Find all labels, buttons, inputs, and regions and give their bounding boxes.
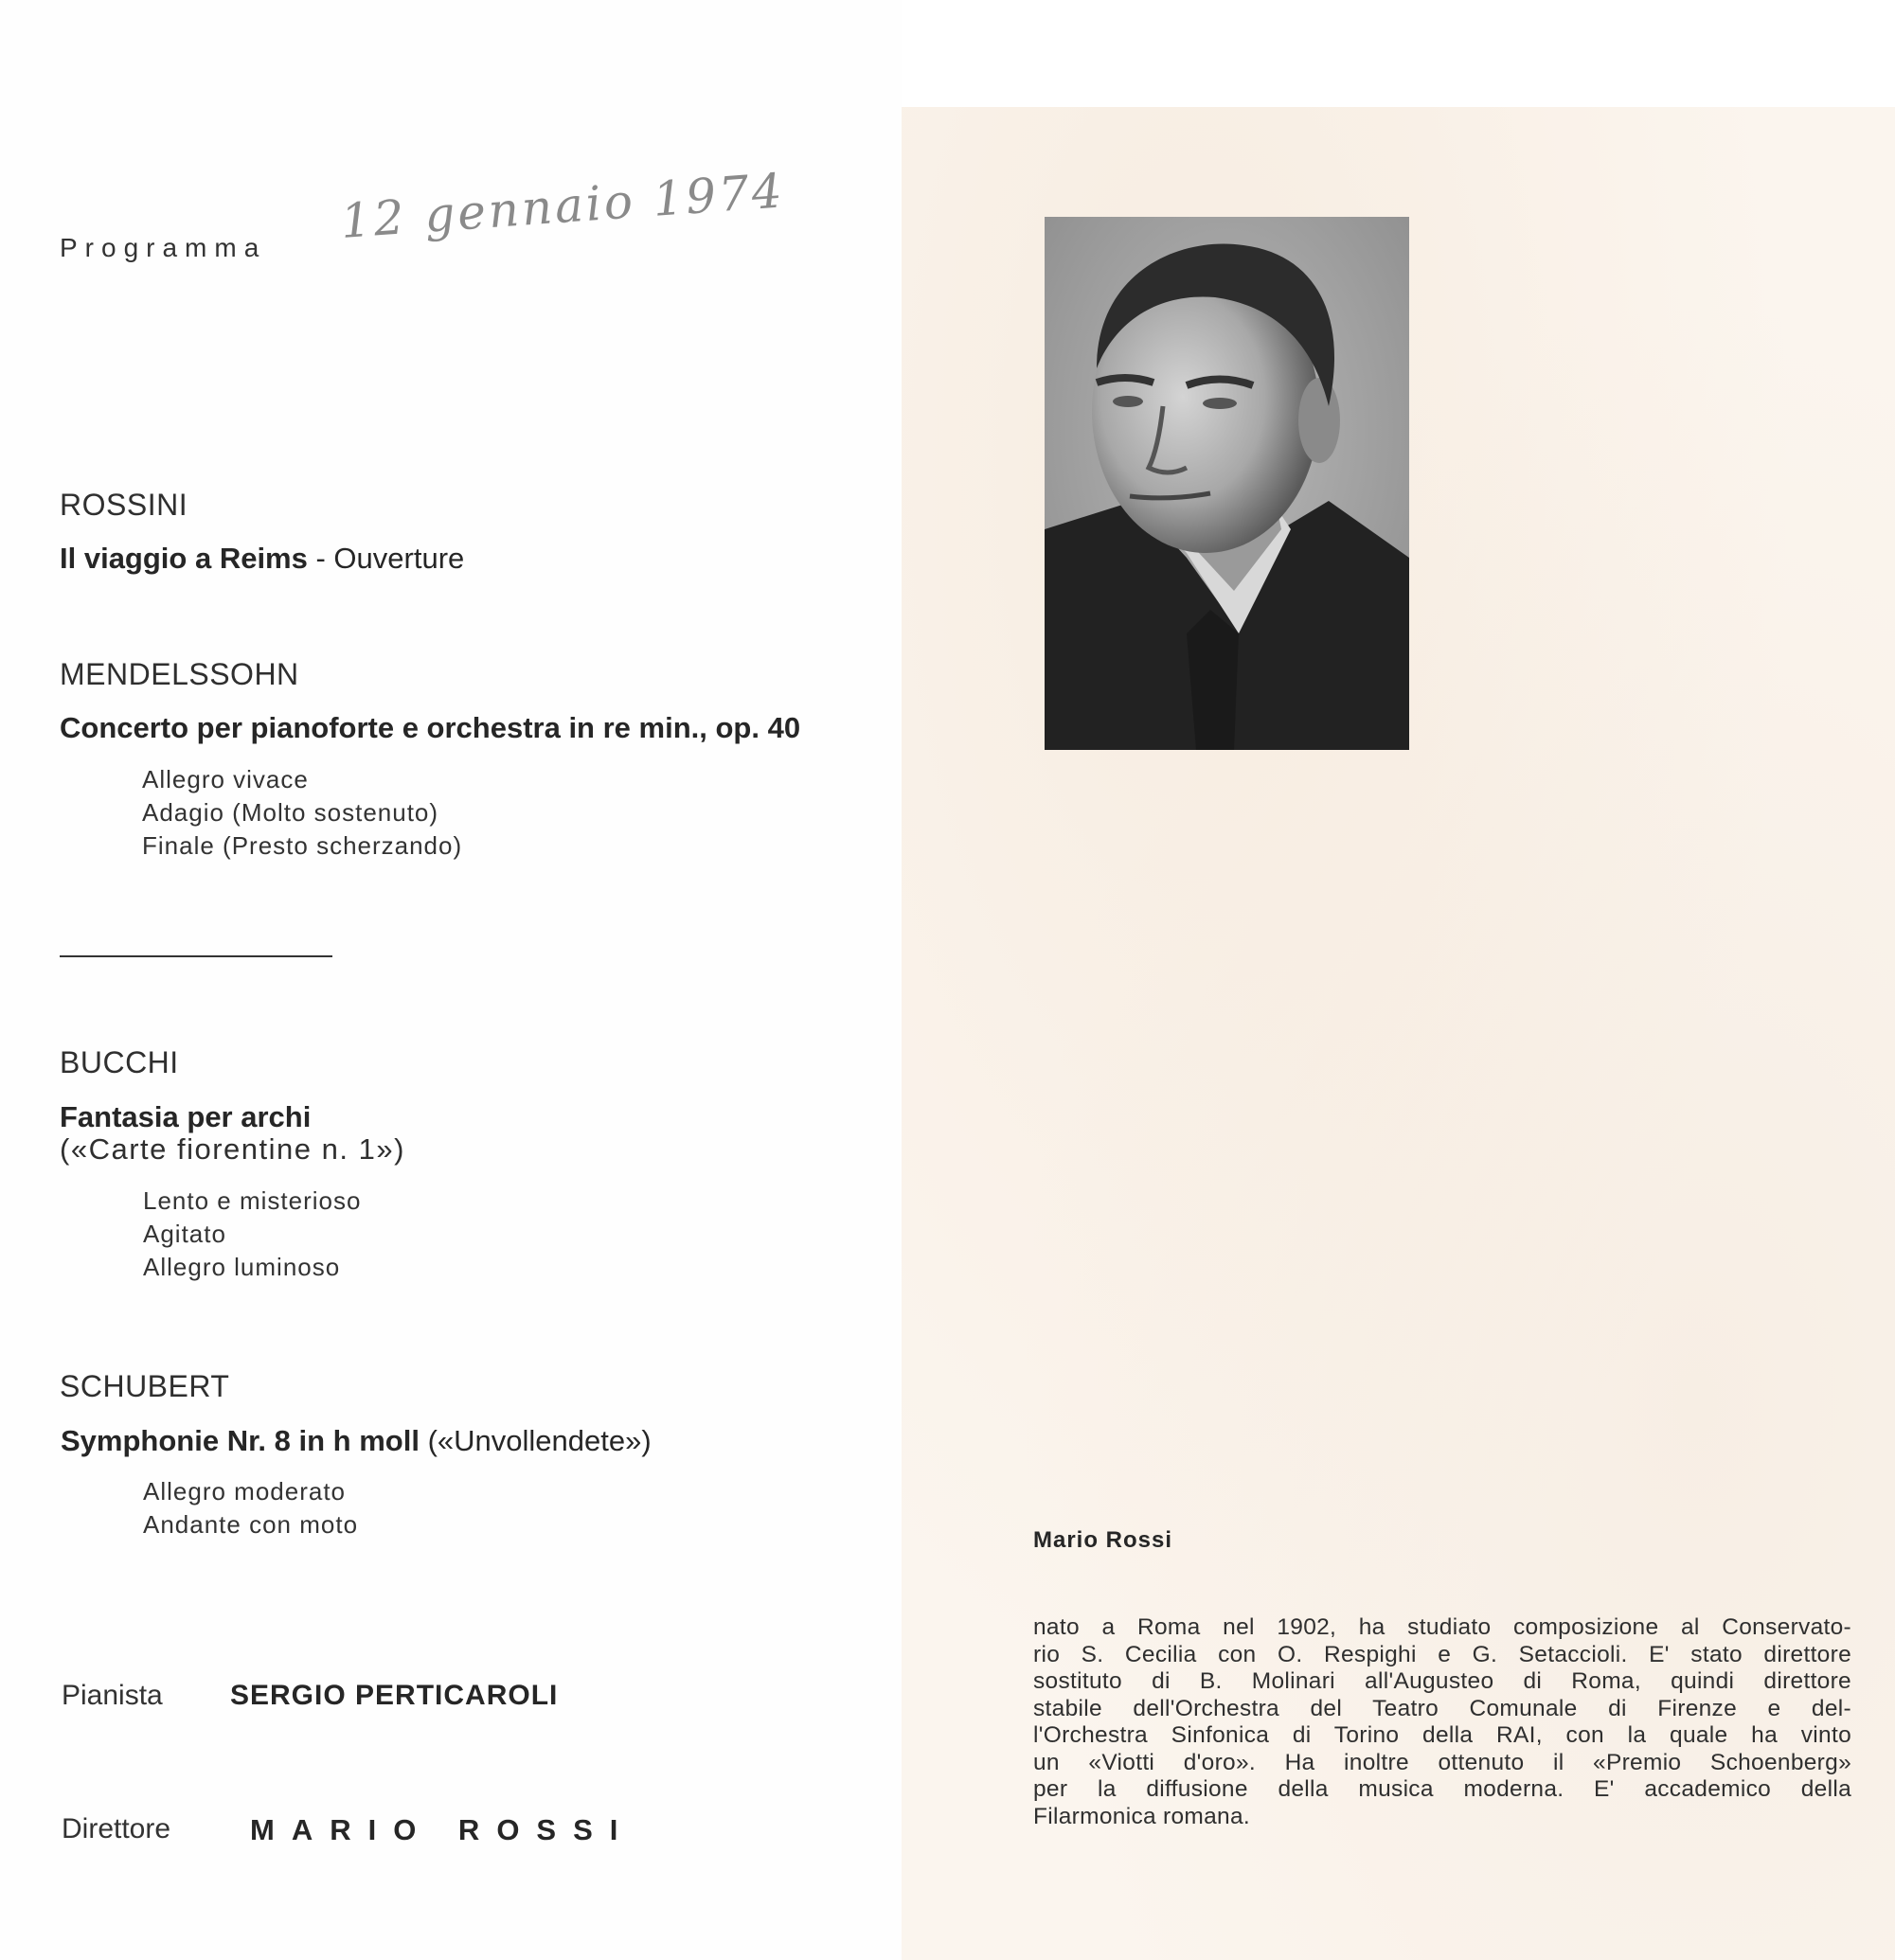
work-title-plain: - Ouverture [315, 542, 465, 575]
work-title [60, 542, 464, 576]
bio-paragraph [1033, 1614, 1851, 1830]
portrait-photo [1045, 217, 1409, 750]
movement: Lento e misterioso [143, 1186, 362, 1215]
left-page [0, 0, 902, 1960]
movement: Adagio (Molto sostenuto) [142, 798, 439, 827]
composer-name: BUCCHI [60, 1045, 179, 1079]
pianist-label: Pianista [62, 1680, 163, 1711]
movement: Allegro vivace [142, 765, 309, 793]
bio-line: l'Orchestra Sinfonica di Torino della RAI, con la quale ha vinto [1033, 1722, 1851, 1748]
movement: Allegro luminoso [143, 1253, 341, 1281]
bio-line: per la diffusione della musica moderna. E' accademico della [1033, 1776, 1851, 1802]
movement: Agitato [143, 1220, 226, 1248]
work-title [61, 1424, 652, 1458]
bio-line: un «Viotti d'oro». Ha inoltre ottenuto il «Premio Schoenberg» [1033, 1749, 1851, 1775]
work-title-plain: («Unvollendete») [427, 1424, 652, 1457]
work-subtitle: («Carte fiorentine n. 1») [60, 1132, 405, 1166]
movement: Andante con moto [143, 1510, 359, 1539]
work-title: Fantasia per archi [60, 1100, 312, 1133]
bio-line: rio S. Cecilia con O. Respighi e G. Setaccioli. E' stato direttore [1033, 1641, 1851, 1667]
conductor-label: Direttore [62, 1813, 171, 1844]
pianist-name: SERGIO PERTICAROLI [230, 1680, 559, 1711]
composer-name: ROSSINI [60, 488, 188, 522]
section-divider [60, 955, 332, 957]
handwritten-date: 12 gennaio 1974 [338, 163, 787, 249]
conductor-name: MARIO ROSSI [250, 1813, 635, 1846]
portrait-illustration [1045, 217, 1409, 750]
work-title: Concerto per pianoforte e orchestra in re min., op. 40 [60, 711, 801, 744]
bio-line: Filarmonica romana. [1033, 1803, 1250, 1829]
bio-line: nato a Roma nel 1902, ha studiato composizione al Conservato- [1033, 1614, 1851, 1640]
work-title-bold: Il viaggio a Reims [60, 542, 308, 575]
movement: Allegro moderato [143, 1477, 346, 1506]
bio-line: sostituto di B. Molinari all'Augusteo di Roma, quindi direttore [1033, 1668, 1851, 1694]
bio-heading: Mario Rossi [1033, 1527, 1173, 1553]
composer-name: SCHUBERT [60, 1369, 230, 1403]
work-title-bold: Symphonie Nr. 8 in h moll [61, 1424, 420, 1457]
movement: Finale (Presto scherzando) [142, 831, 463, 860]
composer-name: MENDELSSOHN [60, 657, 299, 691]
bio-line: stabile dell'Orchestra del Teatro Comunale di Firenze e del- [1033, 1695, 1851, 1721]
programme-title: Programma [60, 233, 267, 262]
